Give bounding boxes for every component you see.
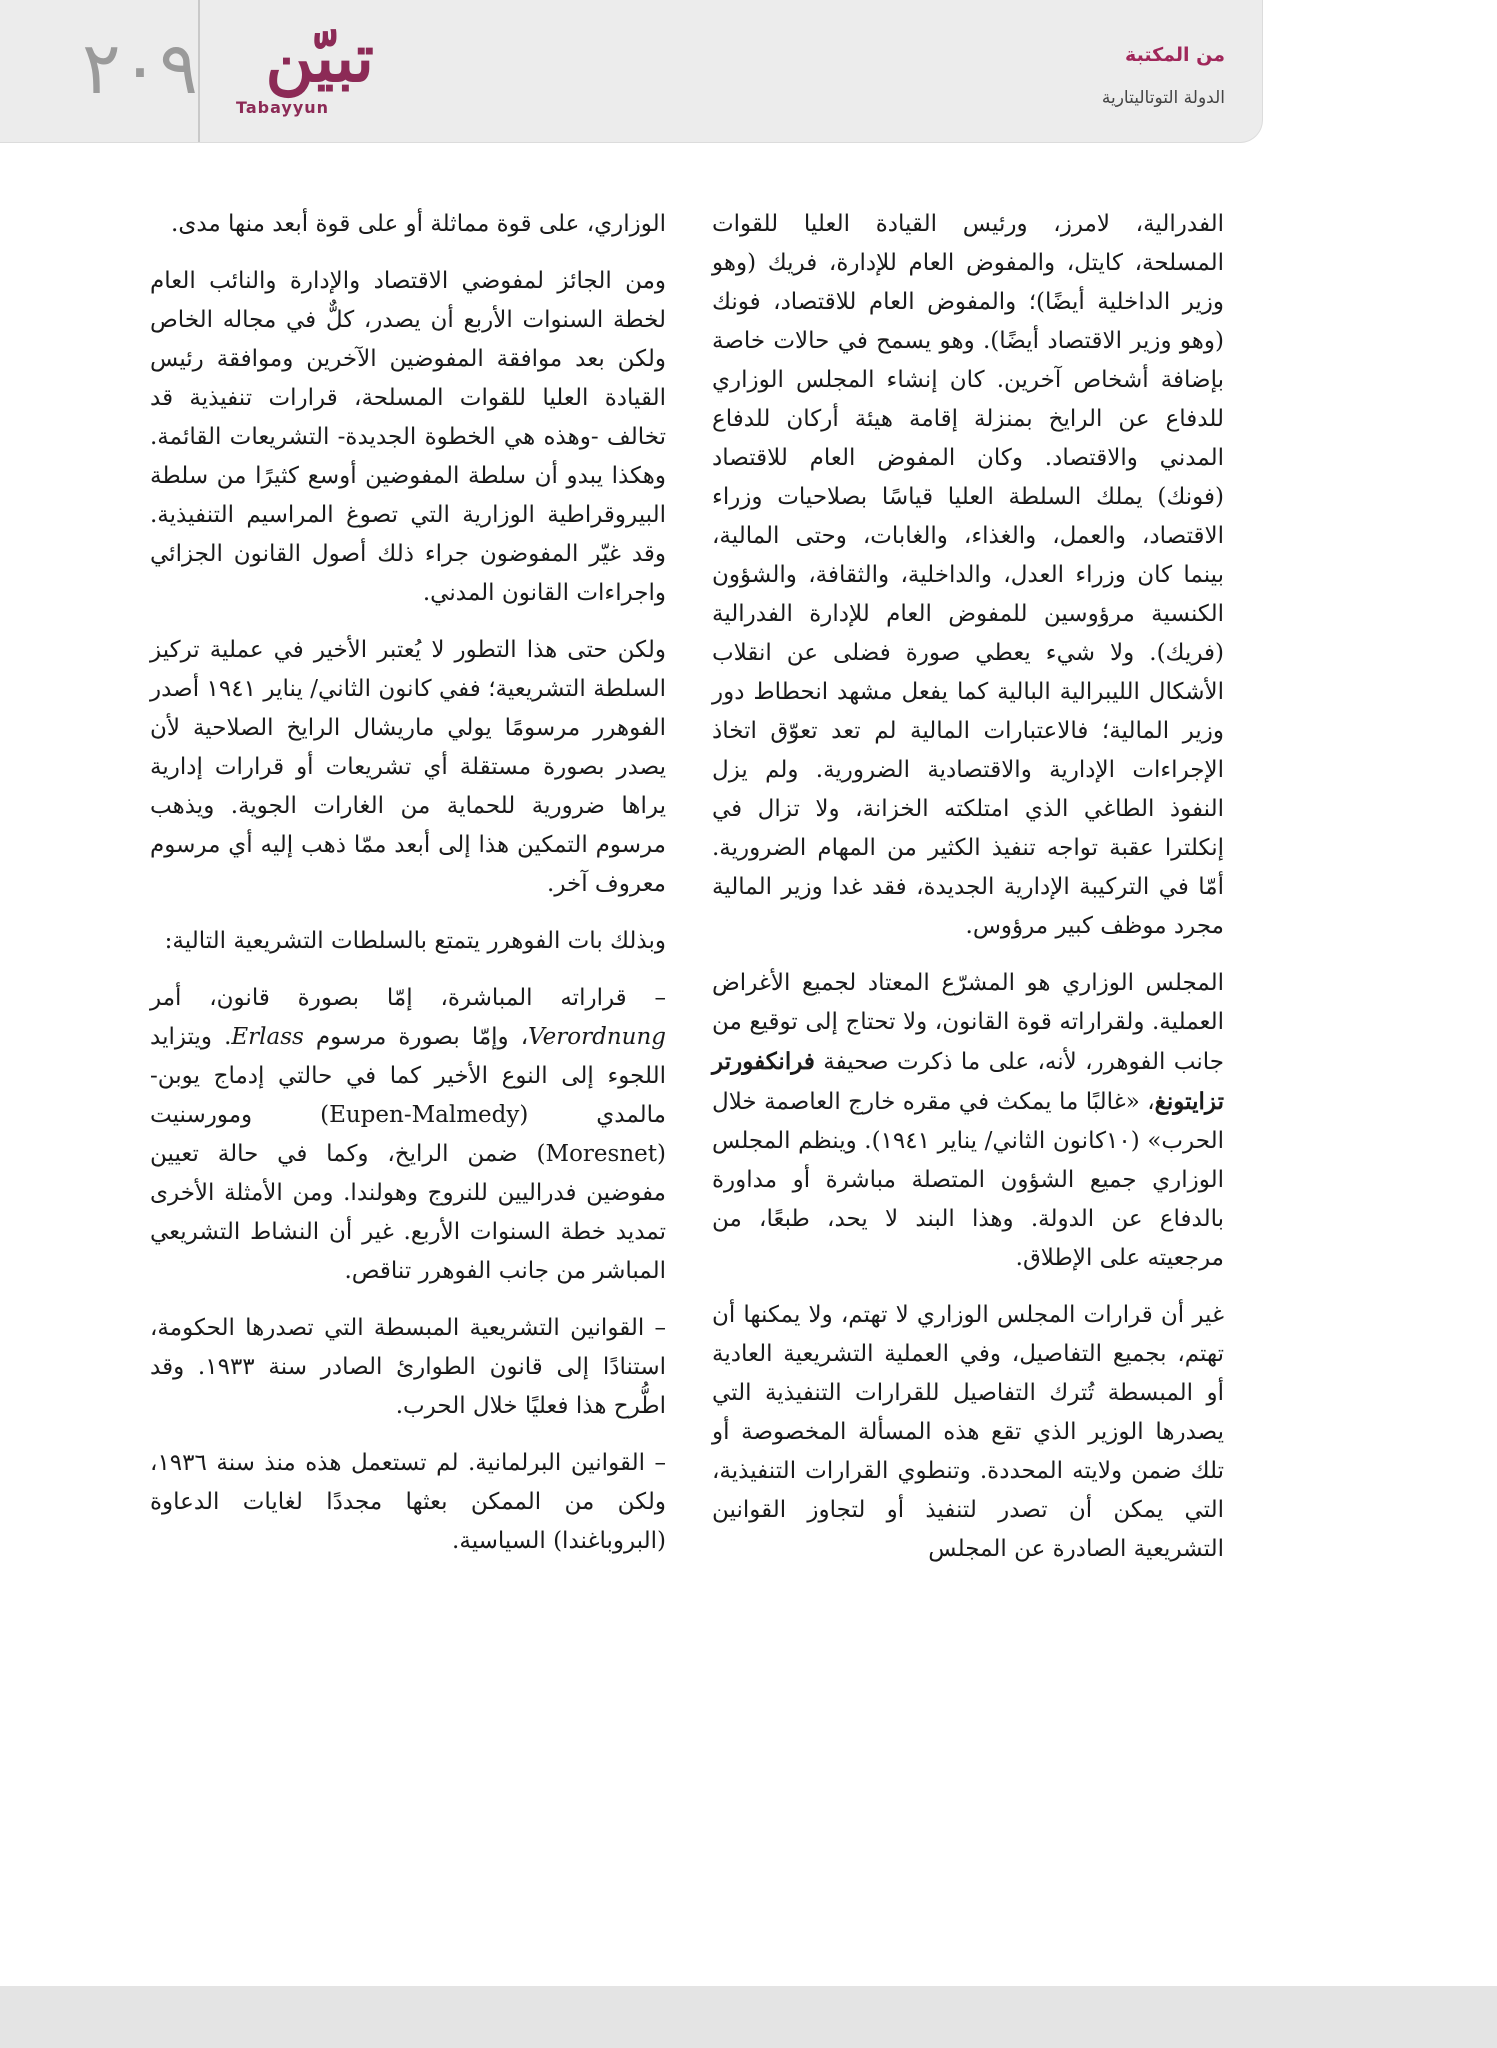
text-run: المجلس الوزاري هو المشرّع المعتاد لجميع الأغراض العملية. ولقراراته قوة القانون، ولا تحتاج إلى توقيع من جانب الفوهرر، لأنه، على ما ذكرت صحيفة [712,970,1224,1075]
text-run: . ويتزايد اللجوء إلى النوع الأخير كما في حالتي إدماج يوبن-مالمدي (Eupen-Malmedy) ومورسنيت (Moresnet) ضمن الرايخ، وكما في حالة تعيين مفوضين فدراليين للنروج وهولندا. ومن الأمثلة الأخرى تمديد خطة السنوات الأربع. غير أن النشاط التشريعي المباشر من جانب الفوهرر تناقص. [150,1024,666,1284]
paragraph: وبذلك بات الفوهرر يتمتع بالسلطات التشريعية التالية: [164,928,666,954]
right-text-column [712,205,1224,1587]
paragraph [712,964,1224,1278]
page-number: ٢٠٩ [82,26,199,110]
paragraph: ولكن حتى هذا التطور لا يُعتبر الأخير في عملية تركيز السلطة التشريعية؛ ففي كانون الثاني/ يناير ١٩٤١ أصدر الفوهرر مرسومًا يولي ماريشال الرايخ الصلاحية لأن يصدر بصورة مستقلة أي تشريعات أو قرارات إدارية يراها ضرورية للحماية من الغارات الجوية. ويذهب مرسوم التمكين هذا إلى أبعد ممّا ذهب إليه أي مرسوم معروف آخر. [150,637,666,897]
paragraph: ومن الجائز لمفوضي الاقتصاد والإدارة والنائب العام لخطة السنوات الأربع أن يصدر، كلٌّ في مجاله الخاص ولكن بعد موافقة المفوضين الآخرين وموافقة رئيس القيادة العليا للقوات المسلحة، قرارات تنفيذية قد تخالف -وهذه هي الخطوة الجديدة- التشريعات القائمة. وهكذا يبدو أن سلطة المفوضين أوسع كثيرًا من سلطة البيروقراطية الوزارية التي تصوغ المراسيم التنفيذية. وقد غيّر المفوضون جراء ذلك أصول القانون الجزائي واجراءات القانون المدني. [150,268,666,606]
paragraph: الوزاري، على قوة مماثلة أو على قوة أبعد منها مدى. [171,211,666,237]
latin-term: Verordnung [528,1024,666,1050]
logo-arabic-text: تبيّن [265,19,374,97]
header-divider [198,0,200,142]
text-run: ، وإمّا بصورة مرسوم [303,1024,529,1050]
footer-band [0,1986,1497,2048]
left-text-column [150,205,666,1579]
newspaper-name: فرانكفورتر تزايتونغ [712,1048,1224,1115]
text-run: ، «غالبًا ما يمكث في مقره خارج العاصمة خلال الحرب» (١٠كانون الثاني/ يناير ١٩٤١). وينظم المجلس الوزاري جميع الشؤون المتصلة مباشرة أو مداورة بالدفاع عن الدولة. وهذا البند لا يحد، طبعًا، من مرجعيته على الإطلاق. [712,1089,1224,1271]
article-title: الدولة التوتاليتارية [1101,88,1225,108]
paragraph: – القوانين التشريعية المبسطة التي تصدرها الحكومة، استنادًا إلى قانون الطوارئ الصادر سنة ١٩٣٣. وقد اطُّرح هذا فعليًا خلال الحرب. [150,1315,667,1419]
paragraph [150,979,666,1291]
section-label: من المكتبة [1125,44,1225,66]
paragraph: غير أن قرارات المجلس الوزاري لا تهتم، ولا يمكنها أن تهتم، بجميع التفاصيل، وفي العملية التشريعية العادية أو المبسطة تُترك التفاصيل للقرارات التنفيذية التي يصدرها الوزير الذي تقع هذه المسألة المخصوصة أو تلك ضمن ولايته المحددة. وتنطوي القرارات التنفيذية، التي يمكن أن تصدر لتنفيذ أو لتجاوز القوانين التشريعية الصادرة عن المجلس [712,1302,1224,1562]
logo-latin-text: Tabayyun [236,98,330,117]
paragraph: الفدرالية، لامرز، ورئيس القيادة العليا للقوات المسلحة، كايتل، والمفوض العام للإدارة، فريك (وهو وزير الداخلية أيضًا)؛ والمفوض العام للاقتصاد، فونك (وهو وزير الاقتصاد أيضًا). وهو يسمح في حالات خاصة بإضافة أشخاص آخرين. كان إنشاء المجلس الوزاري للدفاع عن الرايخ بمنزلة إقامة هيئة أركان للدفاع المدني والاقتصاد. وكان المفوض العام للاقتصاد (فونك) يملك السلطة العليا قياسًا بصلاحيات وزراء الاقتصاد، والعمل، والغذاء، والغابات، وحتى المالية، بينما كان وزراء العدل، والداخلية، والثقافة، والشؤون الكنسية مرؤوسين للمفوض العام للإدارة الفدرالية (فريك). ولا شيء يعطي صورة فضلى عن انقلاب الأشكال الليبرالية البالية كما يفعل مشهد انحطاط دور وزير المالية؛ فالاعتبارات المالية لم تعد تعوّق اتخاذ الإجراءات الإدارية والاقتصادية الضرورية. ولم يزل النفوذ الطاغي الذي امتلكته الخزانة، ولا تزال في إنكلترا عقبة تواجه تنفيذ الكثير من المهام الضرورية. أمّا في التركيبة الإدارية الجديدة، فقد غدا وزير المالية مجرد موظف كبير مرؤوس. [712,211,1224,939]
magazine-logo [212,12,382,128]
text-run: – قراراته المباشرة، إمّا بصورة قانون، أمر [150,985,666,1011]
paragraph: – القوانين البرلمانية. لم تستعمل هذه منذ سنة ١٩٣٦، ولكن من الممكن بعثها مجددًا لغايات الدعاوة (البروباغندا) السياسية. [150,1450,666,1554]
latin-term: Erlass [231,1024,304,1050]
